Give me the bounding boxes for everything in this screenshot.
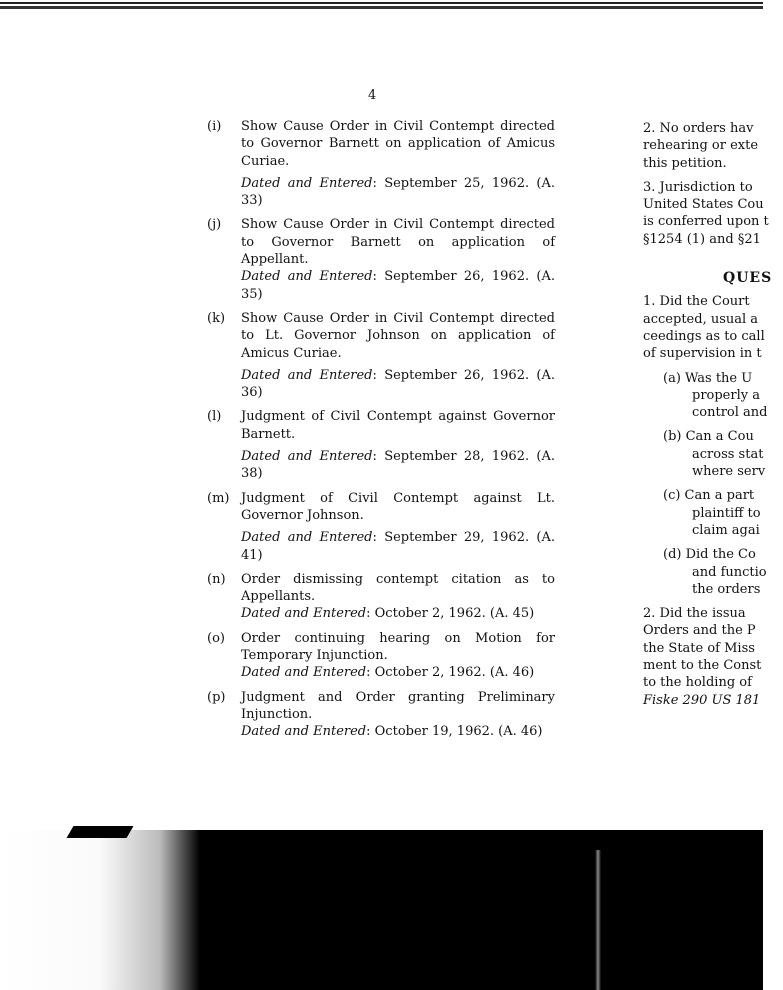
list-item [207, 490, 555, 564]
scan-gradient [0, 830, 200, 990]
list-item [207, 408, 555, 482]
text-line: is conferred upon t [643, 214, 769, 230]
text-line: the orders [692, 581, 761, 597]
item-date: Dated and Entered: September 26, 1962. (A. 36) [241, 367, 555, 401]
text-line: (d) Did the Co [663, 547, 756, 563]
text-line: Fiske 290 US 181 [643, 692, 761, 708]
text-line: 3. Jurisdiction to [643, 179, 753, 195]
text-line: United States Cou [643, 197, 764, 213]
list-item [207, 118, 555, 209]
text-line: rehearing or exte [643, 138, 759, 154]
page-fold-line [595, 850, 601, 990]
text-line: (a) Was the U [663, 370, 753, 386]
text-line: accepted, usual a [643, 311, 759, 327]
item-date: Dated and Entered: September 25, 1962. (A. 33) [241, 175, 555, 209]
text-line: ceedings as to call [643, 328, 765, 344]
scan-top-edge [0, 0, 763, 9]
text-line: plaintiff to [692, 505, 761, 521]
text-line: 2. No orders hav [643, 121, 754, 136]
item-date: Dated and Entered: September 28, 1962. (A. 38) [241, 449, 555, 482]
item-date: Dated and Entered: October 2, 1962. (A. 46) [241, 665, 535, 681]
text-line: across stat [692, 446, 764, 462]
item-text: Judgment and Order granting Preliminary Injunction. [241, 689, 555, 722]
page-number: 4 [368, 88, 377, 103]
text-line: where serv [692, 464, 766, 480]
text-line: 1. Did the Court [643, 294, 750, 310]
item-label: (i) [207, 119, 222, 134]
left-column [207, 118, 555, 748]
item-text: Show Cause Order in Civil Contempt directed to Governor Barnett on application of Amicus Curiae. [241, 119, 555, 169]
item-date: Dated and Entered: September 26, 1962. (A. 35) [241, 269, 555, 302]
item-label: (p) [207, 689, 226, 705]
scan-dark-border [0, 830, 763, 990]
list-item [207, 630, 555, 682]
item-text: Order continuing hearing on Motion for Temporary Injunction. [241, 630, 555, 664]
text-line: and functio [692, 564, 767, 580]
section-heading: QUES [723, 270, 773, 287]
scan-artifact [67, 826, 134, 838]
item-label: (o) [207, 630, 225, 646]
item-text: Judgment of Civil Contempt against Lt. Governor Johnson. [241, 490, 555, 523]
item-label: (n) [207, 571, 226, 587]
text-line: the State of Miss [643, 640, 755, 656]
list-item [207, 689, 555, 741]
item-text: Order dismissing contempt citation as to Appellants. [241, 571, 555, 605]
text-line: properly a [692, 387, 760, 403]
text-line: ment to the Const [643, 658, 762, 674]
item-text: Show Cause Order in Civil Contempt directed to Lt. Governor Johnson on application of Amicus Curiae. [241, 310, 555, 361]
item-label: (k) [207, 310, 226, 326]
item-text: Judgment of Civil Contempt against Governor Barnett. [241, 409, 555, 442]
text-line: §1254 (1) and §21 [643, 231, 761, 247]
item-date: Dated and Entered: September 29, 1962. (A. 41) [241, 530, 555, 563]
text-line: 2. Did the issua [643, 606, 746, 622]
text-line: this petition. [643, 155, 727, 171]
item-label: (l) [207, 409, 222, 425]
item-date: Dated and Entered: October 2, 1962. (A. 45) [241, 606, 535, 622]
item-date: Dated and Entered: October 19, 1962. (A. 46) [241, 724, 543, 740]
list-item [207, 571, 555, 623]
item-label: (j) [207, 217, 222, 233]
list-item [207, 216, 555, 302]
text-line: control and [692, 405, 768, 421]
list-item [207, 310, 555, 401]
text-line: of supervision in t [643, 346, 762, 362]
text-line: to the holding of [643, 675, 752, 691]
item-label: (m) [207, 490, 230, 506]
text-line: (b) Can a Cou [663, 429, 754, 445]
item-text: Show Cause Order in Civil Contempt directed to Governor Barnett on application of Appellant. [241, 217, 555, 268]
text-line: (c) Can a part [663, 488, 755, 504]
text-line: Orders and the P [643, 623, 756, 639]
right-column-cropped [643, 120, 783, 709]
text-line: claim agai [692, 522, 760, 538]
